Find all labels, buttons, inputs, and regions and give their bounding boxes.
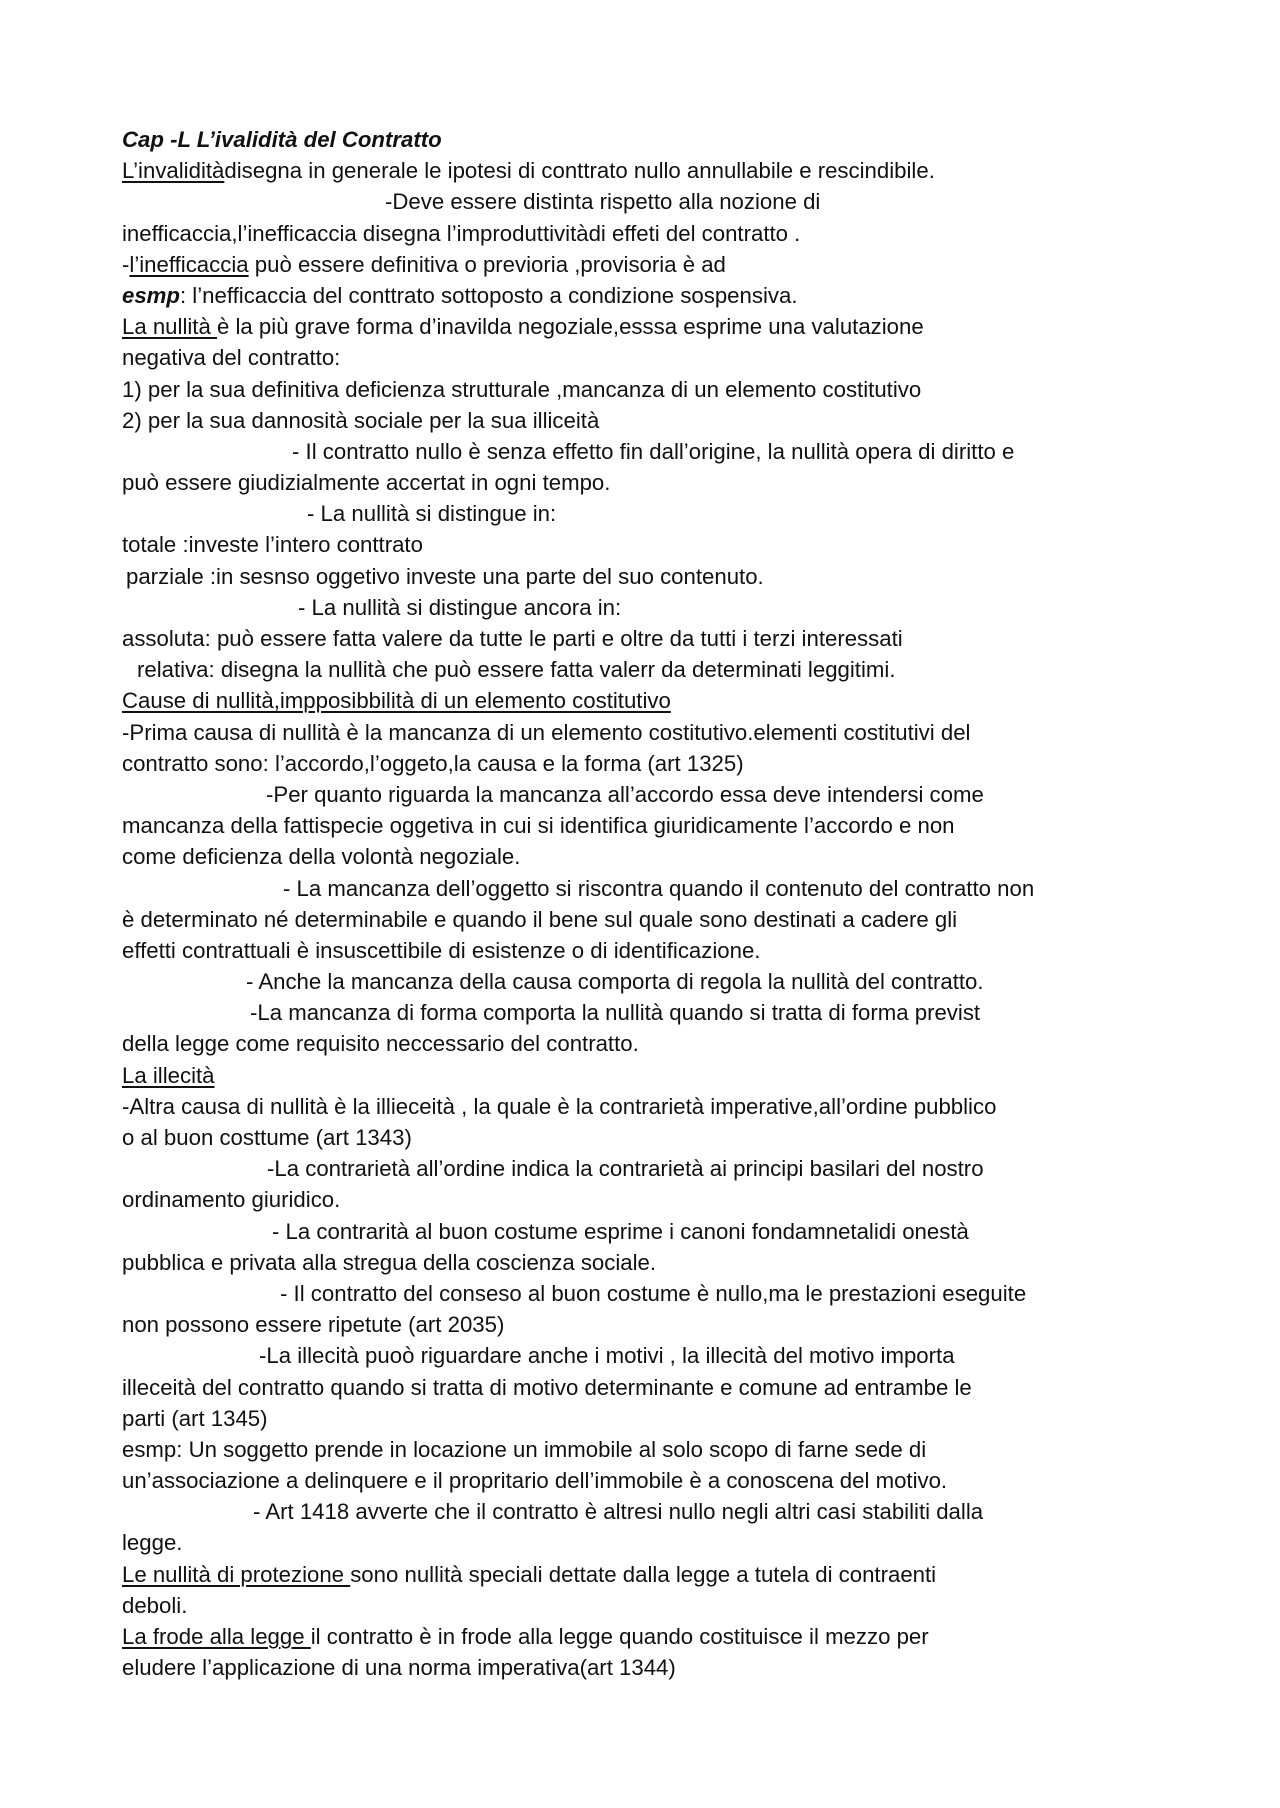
- paragraph-line: [122, 1559, 1272, 1590]
- paragraph-line: contratto sono: l’accordo,l’oggeto,la causa e la forma (art 1325): [122, 750, 744, 776]
- paragraph-line: - La nullità si distingue ancora in:: [298, 594, 622, 620]
- paragraph-line: effetti contrattuali è insuscettibile di esistenze o di identificazione.: [122, 937, 761, 963]
- paragraph-line: -Deve essere distinta rispetto alla nozione di: [385, 189, 821, 215]
- bold-italic-term: esmp: [122, 282, 180, 308]
- paragraph-line: assoluta: può essere fatta valere da tutte le parti e oltre da tutti i terzi interessati: [122, 626, 903, 651]
- paragraph-line: [122, 311, 1272, 342]
- document-body: [122, 124, 1272, 1683]
- paragraph-line: [122, 280, 1272, 311]
- paragraph-line: - La nullità si distingue in:: [307, 501, 557, 527]
- paragraph-line: -Altra causa di nullità è la illieceità , la quale è la contrarietà imperative,all’ordine pubblico: [122, 1093, 997, 1119]
- paragraph-line: - Il contratto nullo è senza effetto fin dall’origine, la nullità opera di diritto e: [292, 438, 1015, 464]
- list-item: 2) per la sua dannosità sociale per la sua illiceità: [122, 407, 600, 433]
- paragraph-line: mancanza della fattispecie oggetiva in cui si identifica giuridicamente l’accordo e non: [122, 813, 955, 839]
- paragraph-line: -Per quanto riguarda la mancanza all’accordo essa deve intendersi come: [266, 781, 984, 807]
- paragraph-line: può essere giudizialmente accertat in ogni tempo.: [122, 470, 611, 496]
- text-span: disegna in generale le ipotesi di conttrato nullo annullabile e rescindibile.: [224, 158, 935, 184]
- paragraph-line: - Art 1418 avverte che il contratto è altresi nullo negli altri casi stabiliti dalla: [253, 1499, 984, 1525]
- text-span: è la più grave forma d’inavilda negoziale,esssa esprime una valutazione: [216, 314, 924, 340]
- paragraph-line: negativa del contratto:: [122, 345, 341, 371]
- text-span: può essere definitiva o previoria ,provisoria è ad: [248, 251, 726, 277]
- underlined-heading: La illecità: [122, 1062, 215, 1088]
- paragraph-line: pubblica e privata alla stregua della coscienza sociale.: [122, 1249, 657, 1275]
- paragraph-line: esmp: Un soggetto prende in locazione un immobile al solo scopo di farne sede di: [122, 1436, 927, 1462]
- underlined-term: l’inefficaccia: [129, 251, 249, 277]
- paragraph-line: -La mancanza di forma comporta la nullità quando si tratta di forma previst: [250, 1000, 981, 1026]
- underlined-heading: Cause di nullità,impposibbilità di un elemento costitutivo: [122, 688, 671, 714]
- underlined-term: La frode alla legge: [122, 1624, 311, 1649]
- paragraph-line: è determinato né determinabile e quando il bene sul quale sono destinati a cadere gli: [122, 906, 958, 932]
- paragraph-line: [122, 1621, 1272, 1652]
- paragraph-line: deboli.: [122, 1592, 188, 1618]
- paragraph-line: parti (art 1345): [122, 1405, 268, 1431]
- text-span: : l’nefficaccia del conttrato sottoposto a condizione sospensiva.: [179, 282, 798, 308]
- underlined-term: L’invalidità: [122, 158, 225, 184]
- paragraph-line: non possono essere ripetute (art 2035): [122, 1312, 505, 1338]
- paragraph-line: legge.: [122, 1530, 183, 1556]
- paragraph-line: totale :investe l’intero conttrato: [122, 532, 423, 558]
- paragraph-line: -La illecità puoò riguardare anche i motivi , la illecità del motivo importa: [259, 1343, 955, 1369]
- paragraph-line: - Il contratto del conseso al buon costume è nullo,ma le prestazioni eseguite: [280, 1280, 1027, 1306]
- paragraph-line: della legge come requisito neccessario del contratto.: [122, 1031, 639, 1057]
- section-heading: [122, 685, 1272, 716]
- paragraph-line: o al buon costtume (art 1343): [122, 1125, 412, 1150]
- paragraph-line: [122, 155, 1272, 186]
- document-title: Cap -L L’ivalidità del Contratto: [122, 127, 442, 152]
- paragraph-line: relativa: disegna la nullità che può essere fatta valerr da determinati leggitimi.: [137, 657, 896, 683]
- paragraph-line: - Anche la mancanza della causa comporta di regola la nullità del contratto.: [246, 969, 984, 995]
- paragraph-line: eludere l’applicazione di una norma imperativa(art 1344): [122, 1655, 676, 1681]
- paragraph-line: -La contrarietà all’ordine indica la contrarietà ai principi basilari del nostro: [267, 1156, 984, 1182]
- paragraph-line: parziale :in sesnso oggetivo investe una parte del suo contenuto.: [126, 563, 764, 589]
- paragraph-line: [122, 249, 1272, 280]
- text-span: sono nullità speciali dettate dalla legge a tutela di contraenti: [350, 1561, 937, 1587]
- paragraph-line: ordinamento giuridico.: [122, 1187, 341, 1213]
- paragraph-line: come deficienza della volontà negoziale.: [122, 844, 521, 870]
- list-item: 1) per la sua definitiva deficienza strutturale ,mancanza di un elemento costitutivo: [122, 376, 922, 402]
- paragraph-line: illeceità del contratto quando si tratta di motivo determinante e comune ad entrambe le: [122, 1374, 972, 1400]
- section-heading: [122, 1060, 1272, 1091]
- paragraph-line: - La mancanza dell’oggetto si riscontra quando il contenuto del contratto non: [283, 875, 1035, 901]
- paragraph-line: inefficaccia,l’inefficaccia disegna l’improduttivitàdi effeti del contratto .: [122, 220, 801, 246]
- paragraph-line: un’associazione a delinquere e il propritario dell’immobile è a conoscena del motivo.: [122, 1468, 948, 1494]
- text-span: -: [122, 251, 130, 277]
- underlined-term: La nullità: [122, 314, 217, 340]
- paragraph-line: -Prima causa di nullità è la mancanza di un elemento costitutivo.elementi costitutivi del: [122, 719, 971, 745]
- paragraph-line: - La contrarità al buon costume esprime i canoni fondamnetalidi onestà: [272, 1218, 969, 1244]
- underlined-term: Le nullità di protezione: [122, 1561, 351, 1587]
- text-span: il contratto è in frode alla legge quando costituisce il mezzo per: [310, 1624, 929, 1649]
